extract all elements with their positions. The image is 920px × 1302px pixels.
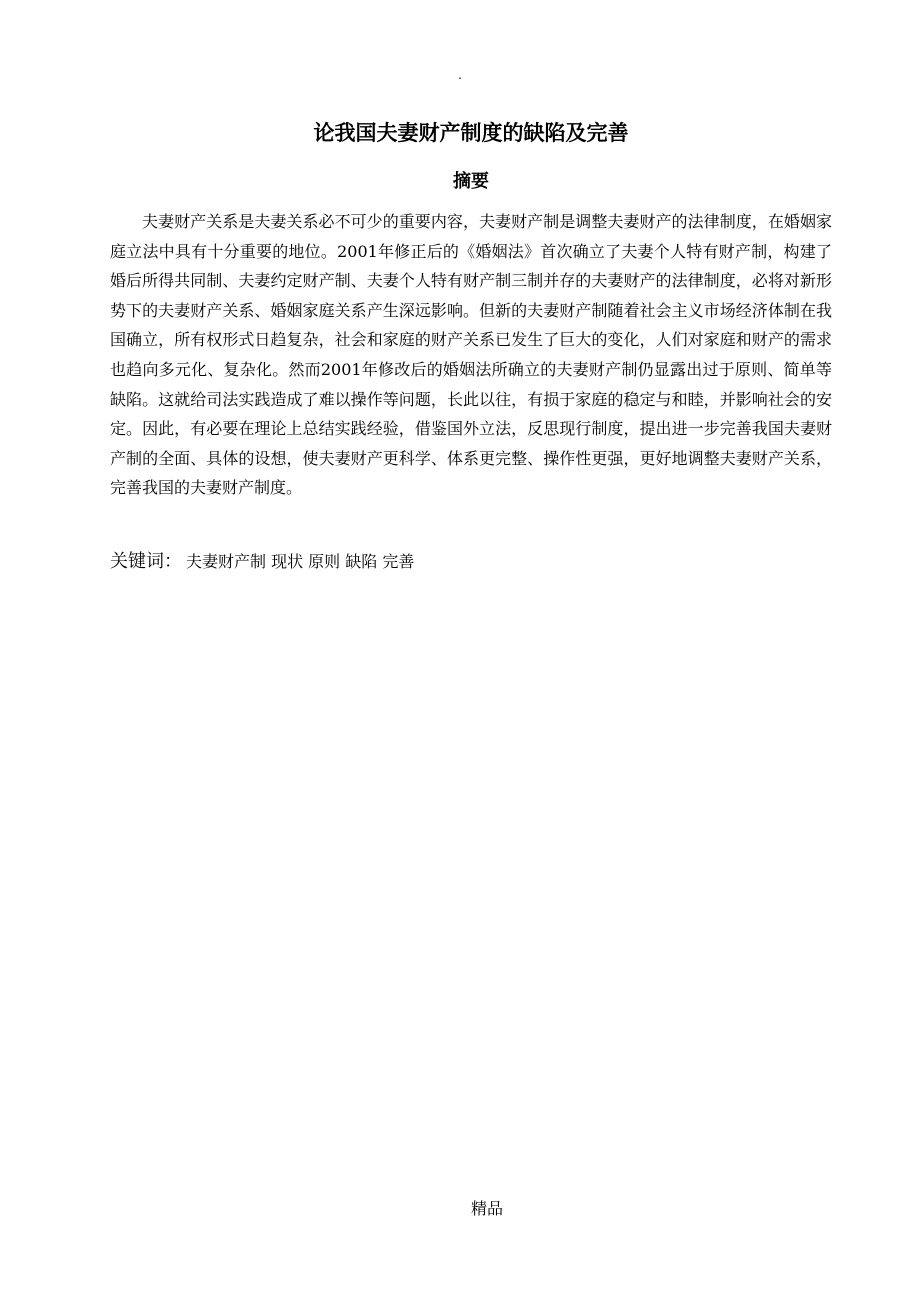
abstract-heading: 摘要: [453, 171, 489, 192]
abstract-paragraph: 夫妻财产关系是夫妻关系必不可少的重要内容，夫妻财产制是调整夫妻财产的法律制度，在婚姻家庭立法中具有十分重要的地位。2001年修正后的《婚姻法》首次确立了夫妻个人特有财产制，构建了婚后所得共同制、夫妻约定财产制、夫妻个人特有财产制三制并存的夫妻财产的法律制度，必将对新形势下的夫妻财产关系、婚姻家庭关系产生深远影响。但新的夫妻财产制随着社会主义市场经济体制在我国确立，所有权形式日趋复杂，社会和家庭的财产关系已发生了巨大的变化，人们对家庭和财产的需求也趋向多元化、复杂化。然而2001年修改后的婚姻法所确立的夫妻财产制仍显露出过于原则、简单等缺陷。这就给司法实践造成了难以操作等问题，长此以往，有损于家庭的稳定与和睦，并影响社会的安定。因此，有必要在理论上总结实践经验，借鉴国外立法，反思现行制度，提出进一步完善我国夫妻财产制的全面、具体的设想，使夫妻财产更科学、体系更完整、操作性更强，更好地调整夫妻财产关系，完善我国的夫妻财产制度。: [110, 212, 832, 498]
header-mark: .: [458, 68, 462, 82]
keywords-line: [110, 548, 832, 576]
keywords-label: 关键词：: [110, 551, 182, 572]
keywords-list: 夫妻财产制 现状 原则 缺陷 完善: [186, 552, 415, 571]
footer-label: 精品: [470, 1199, 503, 1218]
document-title: 论我国夫妻财产制度的缺陷及完善: [313, 121, 629, 145]
